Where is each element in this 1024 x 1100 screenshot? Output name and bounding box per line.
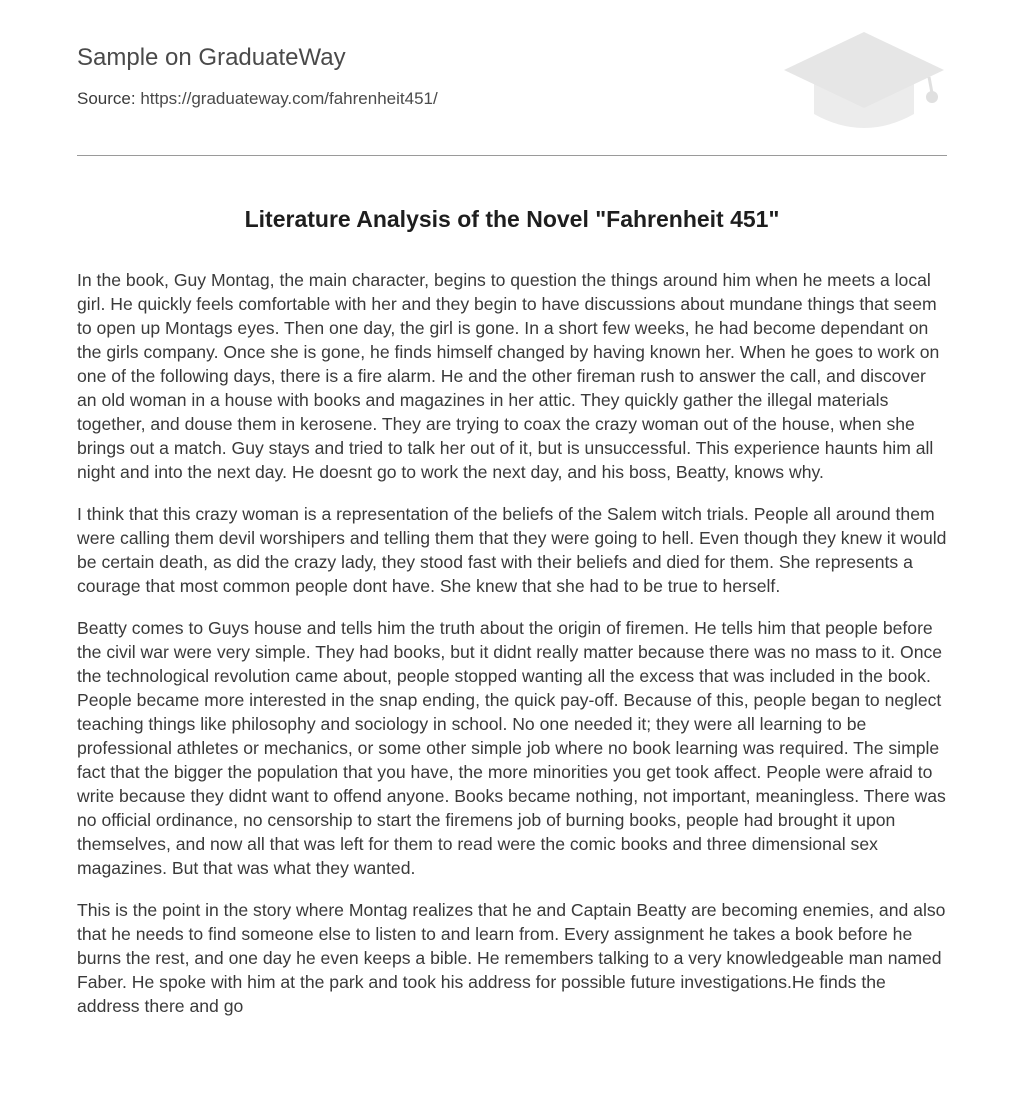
header-divider [77, 155, 947, 156]
article-paragraph: I think that this crazy woman is a representation of the beliefs of the Salem witch trials. People all around them were calling them devil worshipers and telling them that they were going to hell. Even though they knew it would be certain death, as did the crazy lady, they stood fast with their beliefs and died for them. She represents a courage that most common people dont have. She knew that she had to be true to herself. [77, 504, 947, 596]
article-paragraph: Beatty comes to Guys house and tells him the truth about the origin of firemen. He tells him that people before the civil war were very simple. They had books, but it didnt really matter because there was no mass to it. Once the technological revolution came about, people stopped wanting all the excess that was included in the book. People became more interested in the snap ending, the quick pay-off. Because of this, people began to neglect teaching things like philosophy and sociology in school. No one needed it; they were all learning to be professional athletes or mechanics, or some other simple job where no book learning was required. The simple fact that the bigger the population that you have, the more minorities you get took affect. People were afraid to write because they didnt want to offend anyone. Books became nothing, not important, meaningless. There was no official ordinance, no censorship to start the firemens job of burning books, people had brought it upon themselves, and now all that was left for them to read were the comic books and three dimensional sex magazines. But that was what they wanted. [77, 618, 946, 878]
source-link[interactable]: https://graduateway.com/fahrenheit451/ [140, 89, 438, 108]
article-paragraph: In the book, Guy Montag, the main character, begins to question the things around him when he meets a local girl. He quickly feels comfortable with her and they begin to have discussions about mundane things that seem to open up Montags eyes. Then one day, the girl is gone. In a short few weeks, he had become dependant on the girls company. Once she is gone, he finds himself changed by having known her. When he goes to work on one of the following days, there is a fire alarm. He and the other fireman rush to answer the call, and discover an old woman in a house with books and magazines in her attic. They quickly gather the illegal materials together, and douse them in kerosene. They are trying to coax the crazy woman out of the house, when she brings out a match. Guy stays and tried to talk her out of it, but is unsuccessful. This experience haunts him all night and into the next day. He doesnt go to work the next day, and his boss, Beatty, knows why. [77, 270, 940, 482]
graduation-cap-icon [781, 30, 947, 134]
page-header [77, 0, 947, 156]
article-body [77, 268, 949, 1036]
source-line [77, 89, 438, 109]
source-label: Source: [77, 89, 136, 108]
article-paragraph: This is the point in the story where Montag realizes that he and Captain Beatty are becoming enemies, and also that he needs to find someone else to listen to and learn from. Every assignment he takes a book before he burns the rest, and one day he even keeps a bible. He remembers talking to a very knowledgeable man named Faber. He spoke with him at the park and took his address for possible future investigations.He finds the address there and go [77, 900, 946, 1016]
article-title: Literature Analysis of the Novel "Fahrenheit 451" [244, 206, 780, 232]
site-title: Sample on GraduateWay [77, 44, 346, 71]
